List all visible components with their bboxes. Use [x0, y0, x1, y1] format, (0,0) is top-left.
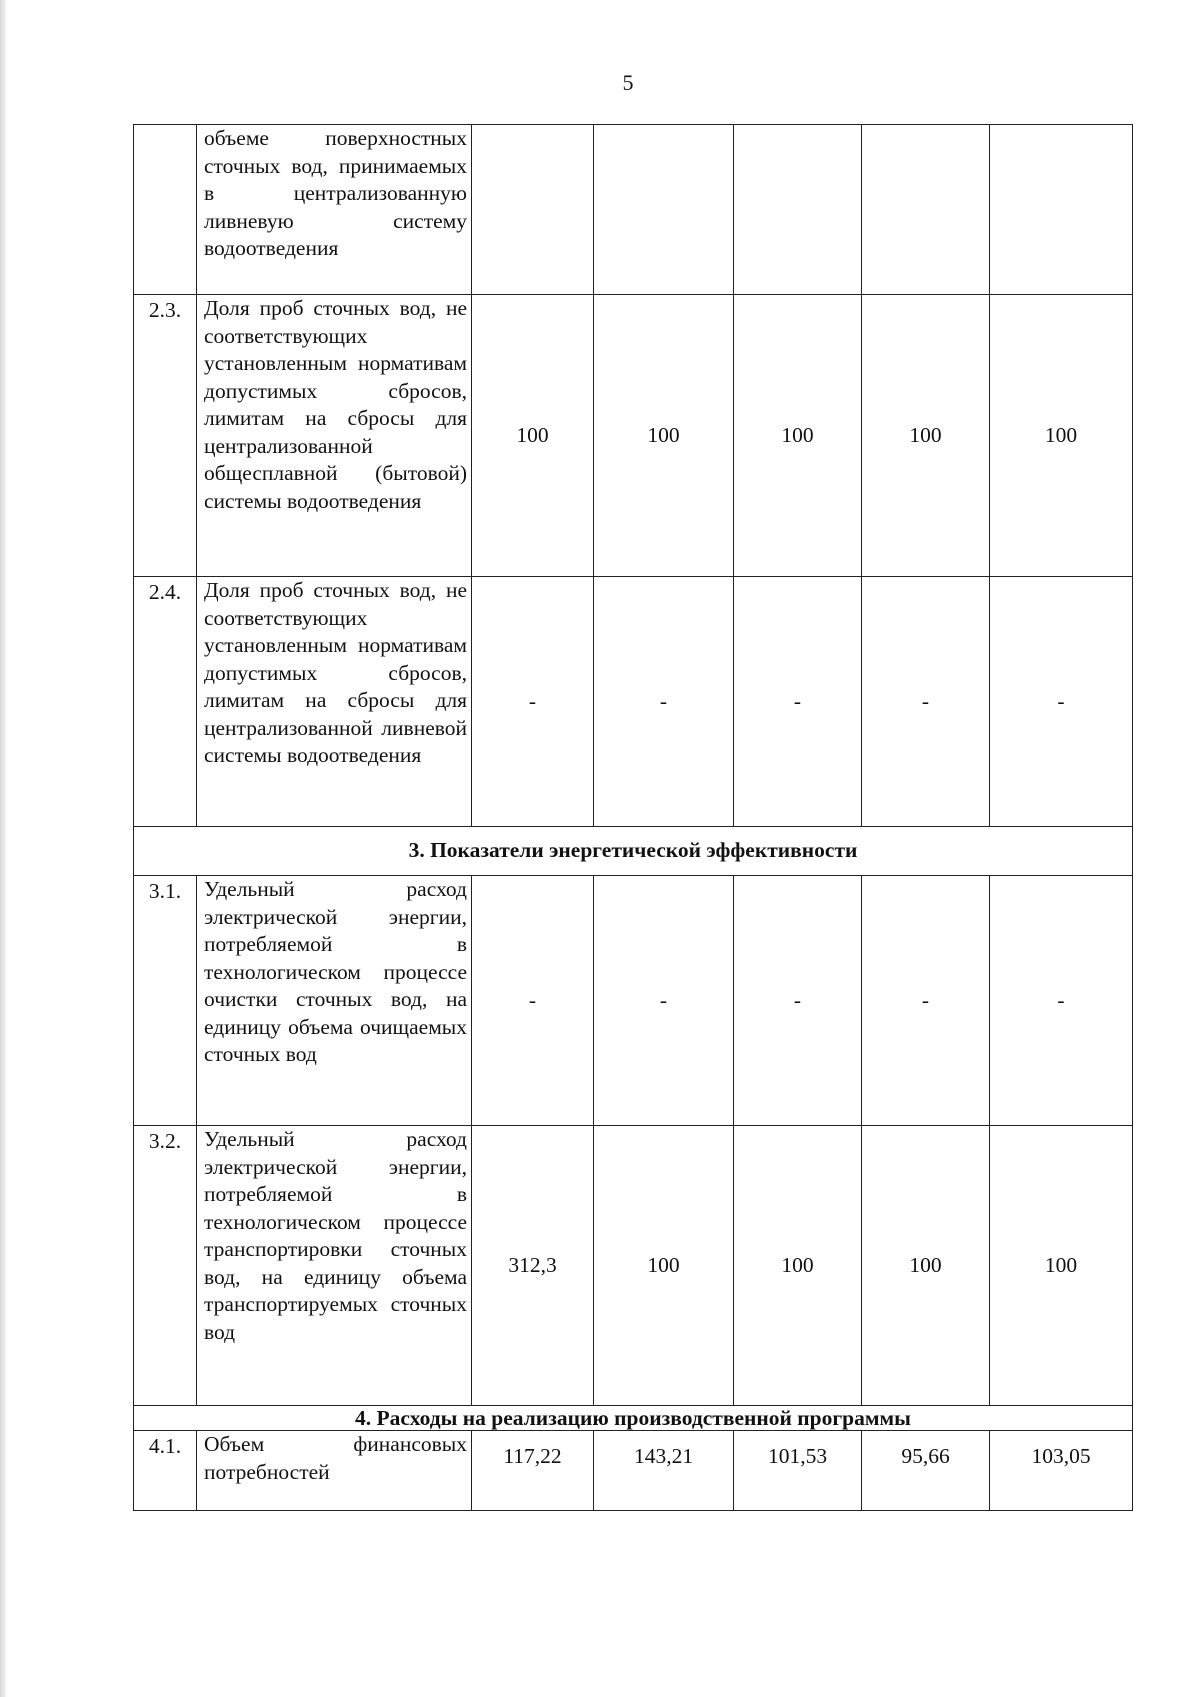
indicator-description: Доля проб сточных вод, не соответствующих установленным нормативам допустимых сбросов, лимитам на сбросы для централизованной ливневой системы водоотведения — [197, 577, 472, 827]
value-cell — [472, 125, 594, 295]
row-number: 3.2. — [134, 1126, 197, 1406]
value-cell: - — [594, 577, 734, 827]
value-cell: 100 — [990, 1126, 1133, 1406]
section-row — [134, 1406, 1133, 1431]
value-cell — [594, 125, 734, 295]
value-cell — [990, 125, 1133, 295]
section-title: 4. Расходы на реализацию производственной программы — [134, 1406, 1133, 1431]
value-cell — [862, 125, 990, 295]
value-cell: 95,66 — [862, 1431, 990, 1511]
value-cell: 100 — [472, 295, 594, 577]
value-cell: - — [734, 876, 862, 1126]
value-cell: 100 — [594, 1126, 734, 1406]
value-cell: 100 — [734, 1126, 862, 1406]
table-row — [134, 125, 1133, 295]
value-cell: - — [734, 577, 862, 827]
table-row — [134, 577, 1133, 827]
value-cell: - — [594, 876, 734, 1126]
indicator-description: Удельный расход электрической энергии, потребляемой в технологическом процессе очистки сточных вод, на единицу объема очищаемых сточных вод — [197, 876, 472, 1126]
indicator-description: Удельный расход электрической энергии, потребляемой в технологическом процессе транспортировки сточных вод, на единицу объема транспортируемых сточных вод — [197, 1126, 472, 1406]
table-row — [134, 876, 1133, 1126]
page-number: 5 — [622, 70, 634, 95]
value-cell: 100 — [990, 295, 1133, 577]
value-cell: - — [862, 876, 990, 1126]
value-cell: 100 — [734, 295, 862, 577]
value-cell: 101,53 — [734, 1431, 862, 1511]
value-cell: - — [862, 577, 990, 827]
indicator-description: Объем финансовых потребностей — [197, 1431, 472, 1511]
row-number — [134, 125, 197, 295]
value-cell: - — [472, 577, 594, 827]
table-row — [134, 1126, 1133, 1406]
scan-edge — [0, 0, 6, 1697]
indicators-table — [133, 124, 1133, 1511]
value-cell: - — [472, 876, 594, 1126]
value-cell: 100 — [862, 1126, 990, 1406]
value-cell: - — [990, 876, 1133, 1126]
value-cell: 100 — [594, 295, 734, 577]
row-number: 3.1. — [134, 876, 197, 1126]
section-title: 3. Показатели энергетической эффективности — [134, 827, 1133, 876]
section-row — [134, 827, 1133, 876]
indicator-description: Доля проб сточных вод, не соответствующих установленным нормативам допустимых сбросов, лимитам на сбросы для централизованной общесплавной (бытовой) системы водоотведения — [197, 295, 472, 577]
indicator-description: объеме поверхностных сточных вод, принимаемых в централизованную ливневую систему водоотведения — [197, 125, 472, 295]
value-cell: 143,21 — [594, 1431, 734, 1511]
table-row — [134, 295, 1133, 577]
table-row — [134, 1431, 1133, 1511]
value-cell: 100 — [862, 295, 990, 577]
row-number: 2.3. — [134, 295, 197, 577]
value-cell: 312,3 — [472, 1126, 594, 1406]
value-cell: 103,05 — [990, 1431, 1133, 1511]
value-cell — [734, 125, 862, 295]
row-number: 2.4. — [134, 577, 197, 827]
value-cell: 117,22 — [472, 1431, 594, 1511]
value-cell: - — [990, 577, 1133, 827]
row-number: 4.1. — [134, 1431, 197, 1511]
